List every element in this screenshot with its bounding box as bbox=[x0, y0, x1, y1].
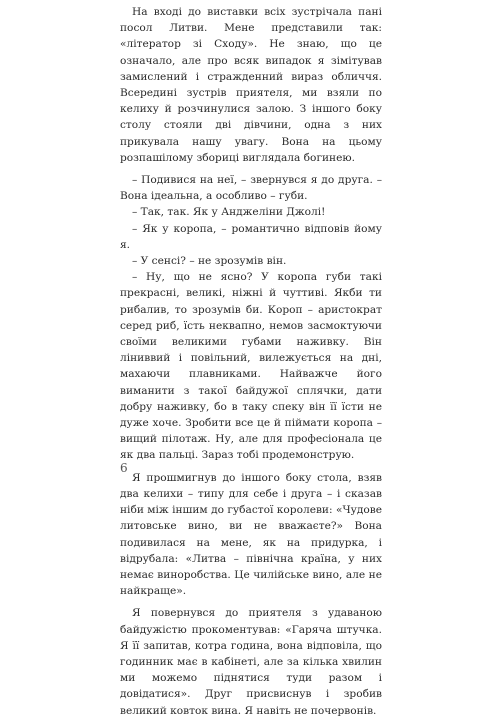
dialogue-line: – Так, так. Як у Анджеліни Джолі! bbox=[132, 206, 326, 219]
dialogue-line: – Подивися на неї, – звернувся я до друга. – Вона ідеальна, а особливо – губи. bbox=[120, 174, 382, 203]
paragraph-ending: Я повернувся до приятеля з удаваною байдужістю прокоментував: «Гаряча штучка. Я її запитав, котра година, вона відповіла, що годинник має в кабінеті, але за кілька хвилин ми можемо піднятися туди разом і довідатися». Друг присвиснув і зробив великий ковток вина. Я навіть не почервонів. bbox=[120, 607, 382, 717]
dialogue-line: – У сенсі? – не зрозумів він. bbox=[132, 255, 287, 268]
body-text bbox=[120, 4, 382, 719]
paragraph-wine: Я прошмигнув до іншого боку стола, взяв два келихи – типу для себе і друга – і сказав ніби між іншим до губастої королеви: «Чудове литовське вино, ви не вважаєте?» Вона подивилася на мене, як на придурка, і відрубала: «Литва – північна країна, у них немає виноробства. Це чилійське вино, але не найкраще». bbox=[120, 471, 382, 598]
dialogue-line: – Ну, що не ясно? У коропа губи такі прекрасні, великі, ніжні й чуттиві. Якби ти рибалив, то зрозумів би. Короп – аристократ серед риб, їсть неквапно, немов засмоктуючи своїми великими губами наживку. Він ліниввий і повільний, вилежується на дні, махаючи плавниками. Найважче його виманити з такої байдужої сплячки, дати добру наживку, бо в таку спеку він її їсти не дуже хоче. Зробити все це й піймати коропа – вищий пілотаж. Ну, але для професіонала це як два пальці. Зараз тобі продемонструю. bbox=[120, 271, 382, 462]
paragraph-intro: На вході до виставки всіх зустрічала пані посол Литви. Мене представили так: «літератор зі Сходу». Не знаю, що це означало, але про всяк випадок я зімітував замислений і стражденний вираз обличчя. Всередині зустрів приятеля, ми взяли по келиху й розчинулися залою. З іншого боку столу стояли дві дівчини, одна з них прикувала нашу увагу. Вона на цьому розпашілому збориці виглядала богинею. bbox=[120, 6, 382, 164]
dialogue-line: – Як у коропа, – романтично відповів йому я. bbox=[120, 222, 382, 251]
page-number: 6 bbox=[120, 461, 128, 475]
